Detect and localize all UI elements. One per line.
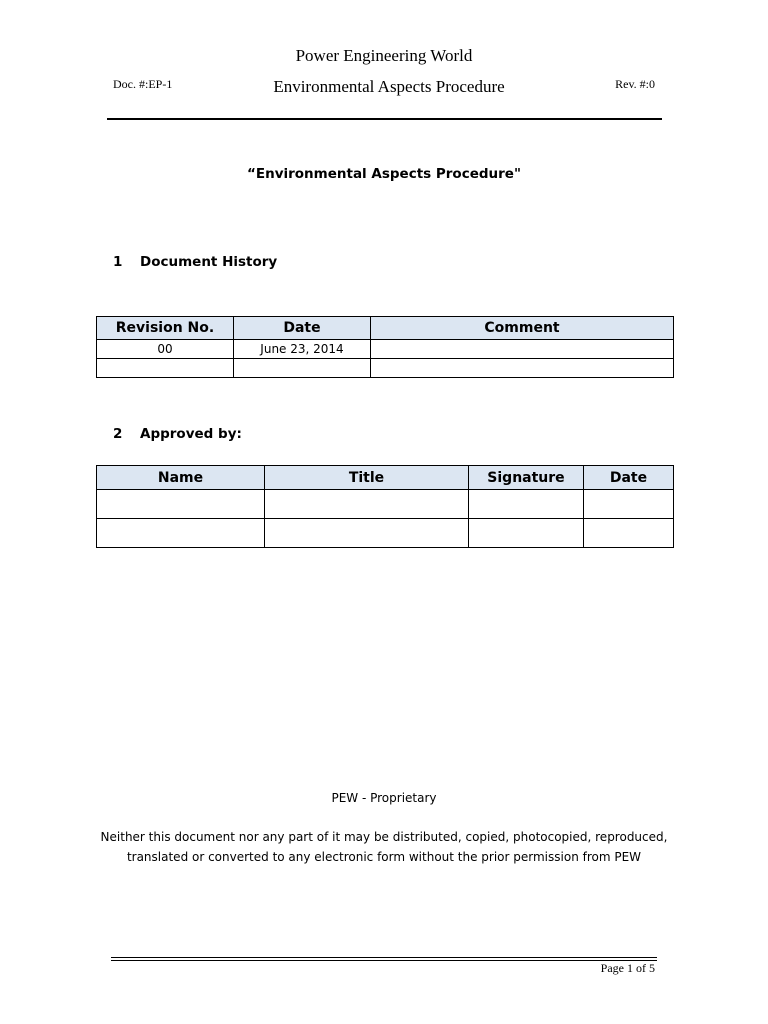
document-history-table (96, 316, 674, 378)
table-cell (265, 519, 469, 548)
footer-divider (111, 957, 657, 958)
table-cell (97, 519, 265, 548)
table-row (97, 359, 674, 378)
table-cell (584, 519, 674, 548)
section-number: 2 (113, 426, 123, 442)
table-cell (584, 490, 674, 519)
section-heading-document-history (113, 254, 277, 270)
table-row (97, 490, 674, 519)
table-cell (371, 340, 674, 359)
footer-divider (111, 960, 657, 961)
revision-number: Rev. #:0 (615, 77, 655, 91)
table-cell (97, 359, 234, 378)
table-header-row (97, 317, 674, 340)
column-header-revision-no: Revision No. (97, 317, 234, 340)
table-cell: 00 (97, 340, 234, 359)
table-row (97, 340, 674, 359)
section-title: Approved by: (140, 426, 242, 442)
table-cell (265, 490, 469, 519)
table-cell (234, 359, 371, 378)
approval-table (96, 465, 674, 548)
header-document-title: Environmental Aspects Procedure (273, 77, 505, 96)
table-cell: June 23, 2014 (234, 340, 371, 359)
distribution-notice: Neither this document nor any part of it may be distributed, copied, photocopied, reproduced, translated or converted to any electronic form without the prior permission from PEW (100, 830, 668, 864)
table-row (97, 519, 674, 548)
section-heading-approved-by (113, 426, 242, 442)
page-title: “Environmental Aspects Procedure" (246, 166, 521, 182)
section-title: Document History (140, 254, 278, 270)
header-divider (107, 118, 662, 120)
column-header-date: Date (234, 317, 371, 340)
organization-name: Power Engineering World (295, 46, 473, 65)
column-header-name: Name (97, 466, 265, 490)
column-header-title: Title (265, 466, 469, 490)
table-cell (469, 519, 584, 548)
table-cell (97, 490, 265, 519)
column-header-date: Date (584, 466, 674, 490)
page-number: Page 1 of 5 (600, 961, 655, 975)
document-number: Doc. #:EP-1 (113, 77, 173, 91)
column-header-signature: Signature (469, 466, 584, 490)
proprietary-label: PEW - Proprietary (331, 791, 437, 805)
table-header-row (97, 466, 674, 490)
table-cell (469, 490, 584, 519)
section-number: 1 (113, 254, 123, 270)
column-header-comment: Comment (371, 317, 674, 340)
table-cell (371, 359, 674, 378)
